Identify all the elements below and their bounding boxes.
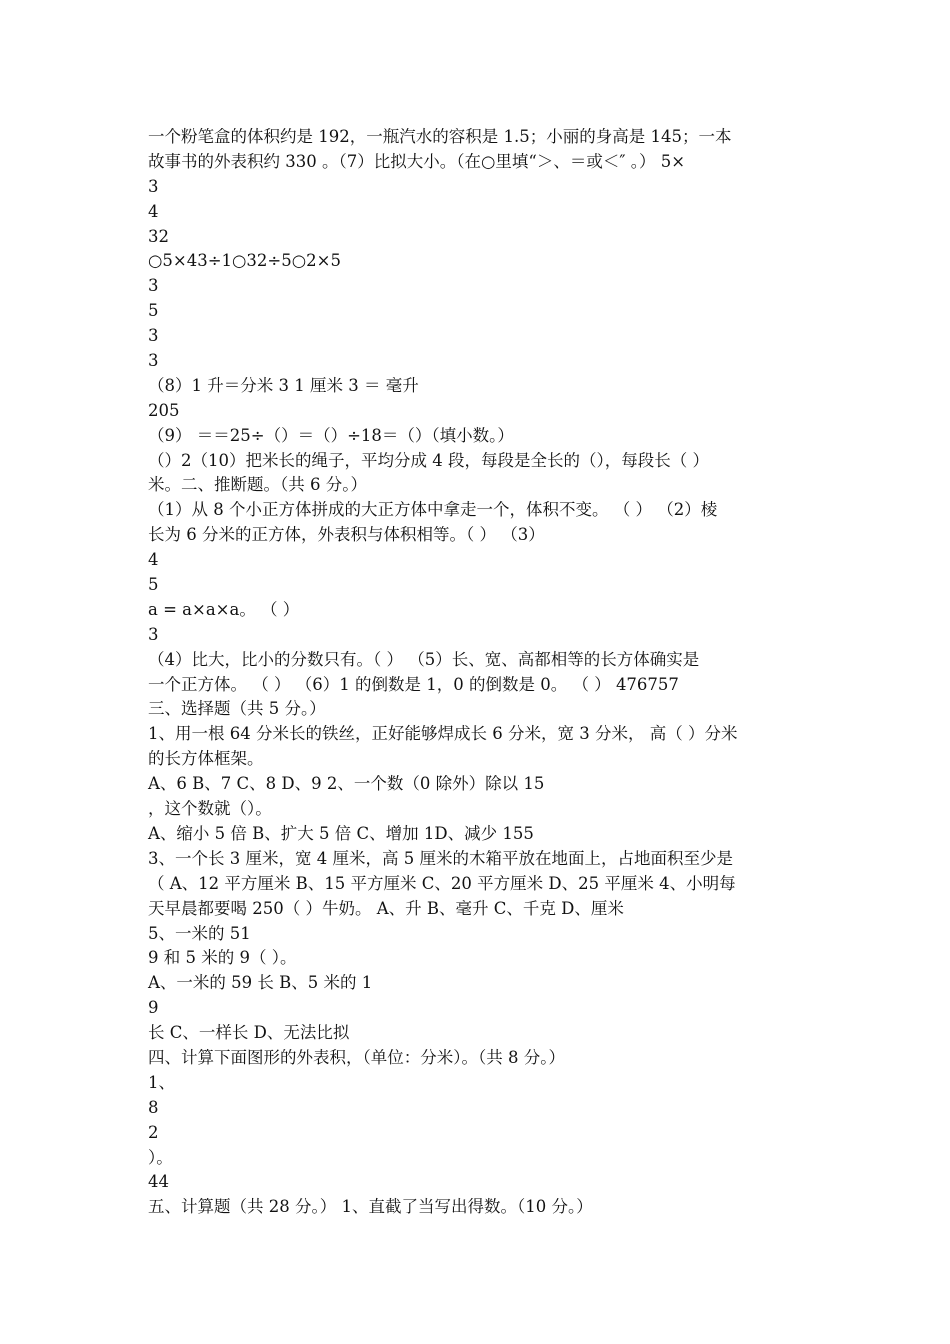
text-line: A、6 B、7 C、8 D、9 2、一个数（0 除外）除以 15 (148, 774, 545, 794)
text-line: 3 (148, 326, 159, 346)
text-line: A、一米的 59 长 B、5 米的 1 (148, 973, 373, 993)
text-line: 5 (148, 301, 159, 321)
text-line: 8 (148, 1097, 159, 1117)
section-heading: 三、选择题（共 5 分。） (148, 699, 326, 719)
text-line: a = a×a×a。 （ ） (148, 599, 300, 619)
text-line: 9 (148, 998, 159, 1018)
text-line: 3 (148, 624, 159, 644)
text-line: 长为 6 分米的正方体，外表积与体积相等。（ ） （3） (148, 525, 545, 545)
text-line: ○5×43÷1○32÷5○2×5 (148, 251, 341, 271)
text-line: 一个粉笔盒的体积约是 192，一瓶汽水的容积是 1.5；小丽的身高是 145；一本 (148, 127, 732, 146)
text-line: 4 (148, 550, 159, 570)
text-line: 的长方体框架。 (148, 749, 264, 769)
text-line: 1、 (148, 1072, 175, 1092)
text-line: 5、一米的 51 (148, 923, 251, 943)
text-line: 3 (148, 276, 159, 296)
text-line: 一个正方体。 （ ） （6）1 的倒数是 1，0 的倒数是 0。 （ ） 476757 (148, 674, 679, 694)
text-line: A、缩小 5 倍 B、扩大 5 倍 C、增加 1D、减少 155 (148, 823, 534, 843)
text-line: 天早晨都要喝 250（ ）牛奶。 A、升 B、毫升 C、千克 D、厘米 (148, 898, 624, 918)
text-line: 205 (148, 400, 180, 420)
text-line: （ A、12 平方厘米 B、15 平方厘米 C、20 平方厘米 D、25 平厘米 4、小明每 (148, 873, 736, 893)
section-heading: 四、计算下面图形的外表积，（单位：分米）。（共 8 分。） (148, 1047, 565, 1067)
text-line: 1、用一根 64 分米长的铁丝，正好能够焊成长 6 分米，宽 3 分米， 高（ ）分米 (148, 724, 738, 744)
text-line: 44 (148, 1172, 169, 1192)
text-line: （）2（10）把米长的绳子，平均分成 4 段，每段是全长的（），每段长（ ） (148, 450, 709, 470)
text-line: 4 (148, 201, 159, 221)
text-line: 3 (148, 351, 159, 371)
text-line: ）。 (148, 1147, 173, 1167)
text-line: 故事书的外表积约 330 。（7）比拟大小。（在○里填“＞、＝或＜″ 。） 5× (148, 151, 686, 171)
text-line: 3 (148, 176, 159, 196)
text-line: 3、一个长 3 厘米，宽 4 厘米，高 5 厘米的木箱平放在地面上，占地面积至少是 (148, 848, 733, 868)
text-line: ，这个数就（）。 (148, 799, 272, 819)
text-line: （4）比大，比小的分数只有。（ ） （5）长、宽、高都相等的长方体确实是 (148, 649, 700, 669)
text-line: 长 C、一样长 D、无法比拟 (148, 1023, 350, 1043)
text-line: 9 和 5 米的 9（ ）。 (148, 948, 297, 968)
section-heading: 米。二、推断题。（共 6 分。） (148, 475, 367, 495)
text-line: 32 (148, 226, 169, 246)
text-line: （1）从 8 个小正方体拼成的大正方体中拿走一个，体积不变。 （ ） （2）棱 (148, 500, 718, 520)
document-body (148, 125, 808, 1220)
text-line: 2 (148, 1122, 159, 1142)
text-line: （8）1 升＝分米 3 1 厘米 3 ＝ 毫升 (148, 375, 419, 395)
section-heading: 五、计算题（共 28 分。） 1、直截了当写出得数。（10 分。） (148, 1197, 593, 1217)
text-line: （9） ＝＝25÷（）＝（）÷18＝（）（填小数。） (148, 425, 514, 445)
text-line: 5 (148, 575, 159, 595)
